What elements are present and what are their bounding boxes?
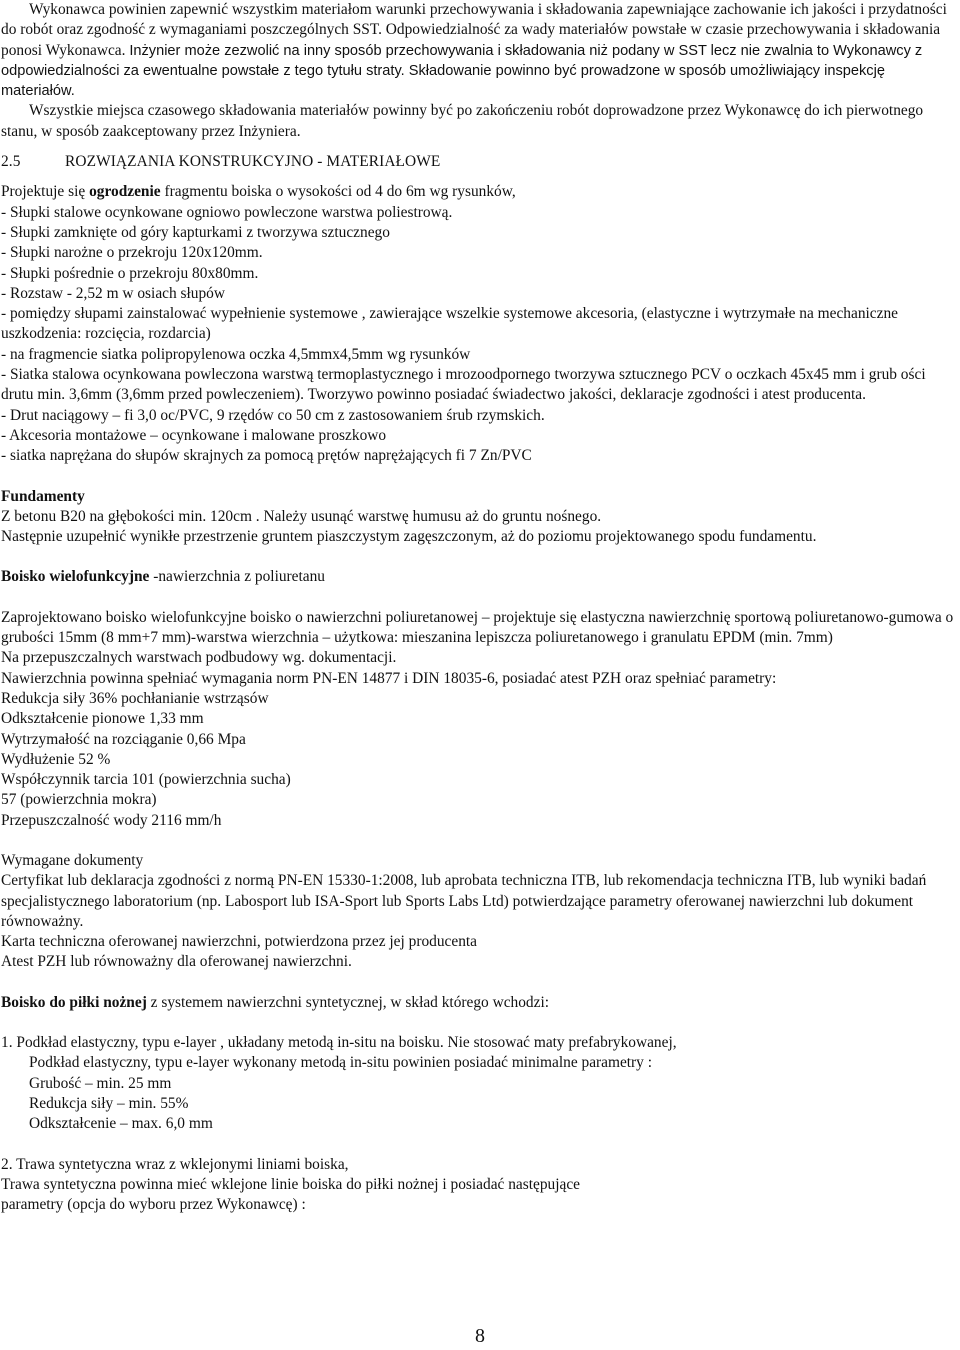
football-heading — [1, 993, 960, 1013]
list-item: - na fragmencie siatka polipropylenowa oczka 4,5mmx4,5mm wg rysunków — [1, 345, 471, 363]
multisport-body — [1, 608, 960, 831]
foundations-heading — [1, 487, 960, 507]
football-item-2-line: Trawa syntetyczna powinna mieć wklejone linie boiska do piłki nożnej i posiadać następujące — [1, 1175, 580, 1193]
param-line: Odkształcenie – max. 6,0 mm — [29, 1115, 213, 1133]
multisport-line: Wydłużenie 52 % — [1, 750, 111, 768]
football-item-2: 2. Trawa syntetyczna wraz z wklejonymi liniami boiska, — [1, 1155, 349, 1173]
section-title: ROZWIĄZANIA KONSTRUKCYJNO - MATERIAŁOWE — [65, 153, 441, 171]
list-item: - Słupki stalowe ocynkowane ogniowo powleczone warstwa poliestrową. — [1, 203, 453, 221]
fence-lead-pre: Projektuje się — [1, 183, 90, 201]
foundations-title: Fundamenty — [1, 487, 85, 505]
list-item: - Rozstaw - 2,52 m w osiach słupów — [1, 284, 225, 302]
list-item: - Siatka stalowa ocynkowana powleczona warstwą termoplastycznego i mrozoodpornego tworzywa sztucznego PCV o oczkach 45x45 mm i grub ości drutu min. 3,6mm (3,6mm przed powleczeniem). Tworzywo powinno posiadać świadectwo jakości, deklaracje zgodności i atest producenta. — [1, 366, 926, 404]
multisport-line: Przepuszczalność wody 2116 mm/h — [1, 811, 222, 829]
documents-line: Atest PZH lub równoważny dla oferowanej nawierzchni. — [1, 953, 352, 971]
football-item-1-params — [1, 1053, 960, 1134]
param-line: Podkład elastyczny, typu e-layer wykonany metodą in-situ powinien posiadać minimalne parametry : — [29, 1054, 653, 1072]
page-number: 8 — [475, 1325, 485, 1347]
fence-list — [1, 203, 960, 467]
multisport-line: Zaprojektowano boisko wielofunkcyjne boisko o nawierzchni poliuretanowej – projektuje się elastyczna nawierzchnię sportową poliuretanowo-gumowa o grubości 15mm (8 mm+7 mm)-warstwa wierzchnia – użytkowa: mieszanina lepiszcza poliuretanowego i granulatu EPDM (min. 7mm) — [1, 608, 954, 647]
foundations-line: Z betonu B20 na głębokości min. 120cm . Należy usunąć warstwę humusu aż do gruntu nośnego. — [1, 507, 602, 525]
documents-line: Karta techniczna oferowanej nawierzchni, potwierdzona przez jej producenta — [1, 933, 478, 951]
intro-paragraph-2: Wszystkie miejsca czasowego składowania materiałów powinny być po zakończeniu robót doprowadzone przez Wykonawcę do ich pierwotnego stanu, w sposób zaakceptowany przez Inżyniera. — [1, 102, 924, 140]
multisport-line: Redukcja siły 36% pochłanianie wstrząsów — [1, 689, 269, 707]
list-item: - Drut naciągowy – fi 3,0 oc/PVC, 9 rzędów co 50 cm z zastosowaniem śrub rzymskich. — [1, 406, 545, 424]
intro-text: Wykonawca powinien zapewnić wszystkim materiałom warunki przechowywania i składowania zapewniające zachowanie ich jakości i przydatności do robót oraz zgodność z wymaganiami poszczególnych SST. Odpowiedzialność za wady materiałów powstałe w czasie przechowywania i składowania ponosi Wykonawca. — [1, 1, 947, 59]
section-heading — [1, 152, 960, 172]
multisport-line: Odkształcenie pionowe 1,33 mm — [1, 710, 204, 728]
multisport-line: Nawierzchnia powinna spełniać wymagania norm PN-EN 14877 i DIN 18035-6, posiadać atest PZH oraz spełniać parametry: — [1, 669, 777, 687]
list-item: - Słupki narożne o przekroju 120x120mm. — [1, 244, 263, 262]
list-item: - Słupki pośrednie o przekroju 80x80mm. — [1, 264, 259, 282]
intro-paragraph-1 — [1, 0, 960, 101]
foundations-line: Następnie uzupełnić wynikłe przestrzenie gruntem piaszczystym zagęszczonym, aż do poziomu projektowanego spodu fundamentu. — [1, 528, 817, 546]
fence-lead-bold: ogrodzenie — [89, 183, 161, 201]
fence-lead — [1, 182, 960, 202]
documents-line: Certyfikat lub deklaracja zgodności z normą PN-EN 15330-1:2008, lub aprobata techniczna ITB, lub rekomendacja techniczna ITB, lub wyniki badań specjalistycznego laboratorium (np. Labosport lub ISA-Sport lub Sports Labs Ltd) potwierdzające parametry oferowanej nawierzchni lub dokument równoważny. — [1, 872, 927, 930]
list-item: - siatka naprężana do słupów skrajnych za pomocą prętów naprężających fi 7 Zn/PVC — [1, 447, 532, 465]
param-line: Redukcja siły – min. 55% — [29, 1094, 189, 1112]
multisport-title-rest: -nawierzchnia z poliuretanu — [149, 568, 325, 586]
list-item: - pomiędzy słupami zainstalować wypełnienie systemowe , zawierające wszelkie systemowe akcesoria, (elastyczne i wytrzymałe na mechaniczne uszkodzenia: rozcięcia, rozdarcia) — [1, 305, 898, 343]
multisport-heading — [1, 567, 960, 587]
multisport-line: Wytrzymałość na rozciąganie 0,66 Mpa — [1, 730, 246, 748]
football-title-bold: Boisko do piłki nożnej — [1, 993, 147, 1011]
section-number: 2.5 — [1, 153, 21, 171]
multisport-title-bold: Boisko wielofunkcyjne — [1, 568, 150, 586]
multisport-line: 57 (powierzchnia mokra) — [1, 791, 157, 809]
documents-heading: Wymagane dokumenty — [1, 851, 144, 869]
football-title-rest: z systemem nawierzchni syntetycznej, w skład którego wchodzi: — [146, 993, 549, 1011]
football-item-2-line: parametry (opcja do wyboru przez Wykonawcę) : — [1, 1196, 306, 1214]
multisport-line: Współczynnik tarcia 101 (powierzchnia sucha) — [1, 771, 291, 789]
param-line: Grubość – min. 25 mm — [29, 1074, 172, 1092]
list-item: - Akcesoria montażowe – ocynkowane i malowane proszkowo — [1, 426, 387, 444]
intro-text-sans: Inżynier może zezwolić na inny sposób przechowywania i składowania niż podany w SST lecz nie zwalnia to Wykonawcy z odpowiedzialności za ewentualne powstałe z tego tytułu straty. Składowanie powinno być prowadzone w sposób umożliwiający inspekcję materiałów. — [1, 42, 923, 100]
list-item: - Słupki zamknięte od góry kapturkami z tworzywa sztucznego — [1, 223, 390, 241]
fence-lead-post: fragmentu boiska o wysokości od 4 do 6m wg rysunków, — [160, 183, 516, 201]
multisport-line: Na przepuszczalnych warstwach podbudowy wg. dokumentacji. — [1, 649, 397, 667]
football-item-1: 1. Podkład elastyczny, typu e-layer , układany metodą in-situ na boisku. Nie stosować maty prefabrykowanej, — [1, 1034, 677, 1052]
